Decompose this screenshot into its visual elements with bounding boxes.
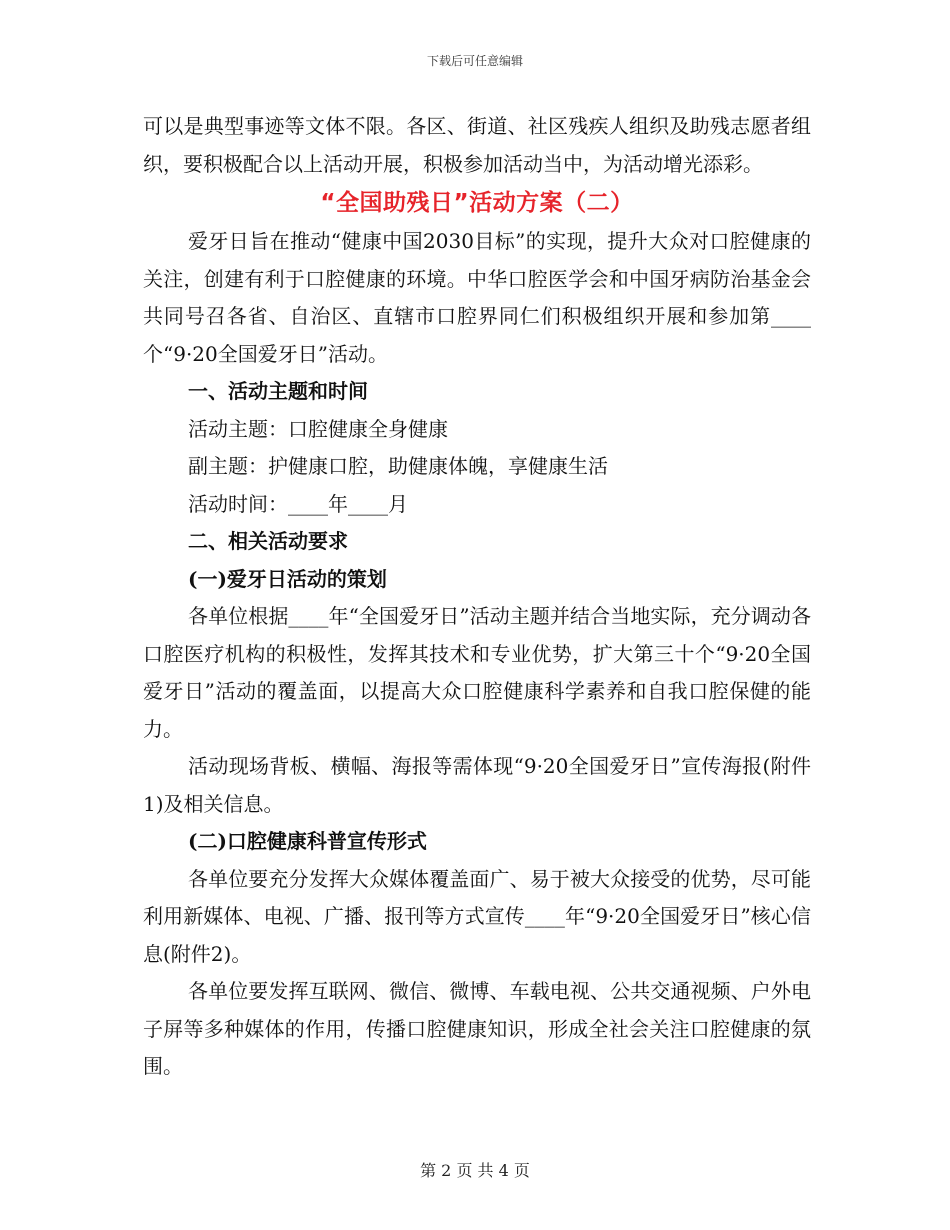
- paragraph-2: 各单位根据____年“全国爱牙日”活动主题并结合当地实际，充分调动各口腔医疗机构的积极性，发挥其技术和专业优势，扩大第三十个“9·20全国爱牙日”活动的覆盖面，以提高大众口腔健康科学素养和自我口腔保健的能力。: [143, 604, 811, 741]
- time-line: 活动时间：____年____月: [188, 491, 408, 516]
- paragraph-3: 活动现场背板、横幅、海报等需体现“9·20全国爱牙日”宣传海报(附件1)及相关信息。: [143, 754, 811, 816]
- page-number: 第 2 页 共 4 页: [420, 1161, 530, 1180]
- section-2-heading: 二、相关活动要求: [188, 529, 348, 553]
- document-body: [143, 108, 811, 1086]
- theme-line: 活动主题：口腔健康全身健康: [188, 416, 448, 441]
- document-title: “全国助残日”活动方案（二）: [320, 190, 634, 216]
- download-note: 下载后可任意编辑: [426, 54, 523, 68]
- subsection-1-heading: (一)爱牙日活动的策划: [188, 566, 387, 591]
- paragraph-5: 各单位要发挥互联网、微信、微博、车载电视、公共交通视频、户外电子屏等多种媒体的作用，传播口腔健康知识，形成全社会关注口腔健康的氛围。: [143, 979, 811, 1078]
- section-1-heading: 一、活动主题和时间: [188, 379, 368, 403]
- paragraph-1: 爱牙日旨在推动“健康中国2030目标”的实现，提升大众对口腔健康的关注，创建有利于口腔健康的环境。中华口腔医学会和中国牙病防治基金会共同号召各省、自治区、直辖市口腔界同仁们积极组织开展和参加第____个“9·20全国爱牙日”活动。: [143, 229, 811, 366]
- intro-paragraph: 可以是典型事迹等文体不限。各区、街道、社区残疾人组织及助残志愿者组织，要积极配合以上活动开展，积极参加活动当中，为活动增光添彩。: [143, 114, 811, 176]
- subsection-2-heading: (二)口腔健康科普宣传形式: [188, 829, 427, 853]
- paragraph-4: 各单位要充分发挥大众媒体覆盖面广、易于被大众接受的优势，尽可能利用新媒体、电视、广播、报刊等方式宣传____年“9·20全国爱牙日”核心信息(附件2)。: [143, 866, 811, 966]
- subtheme-line: 副主题：护健康口腔，助健康体魄，享健康生活: [188, 454, 608, 478]
